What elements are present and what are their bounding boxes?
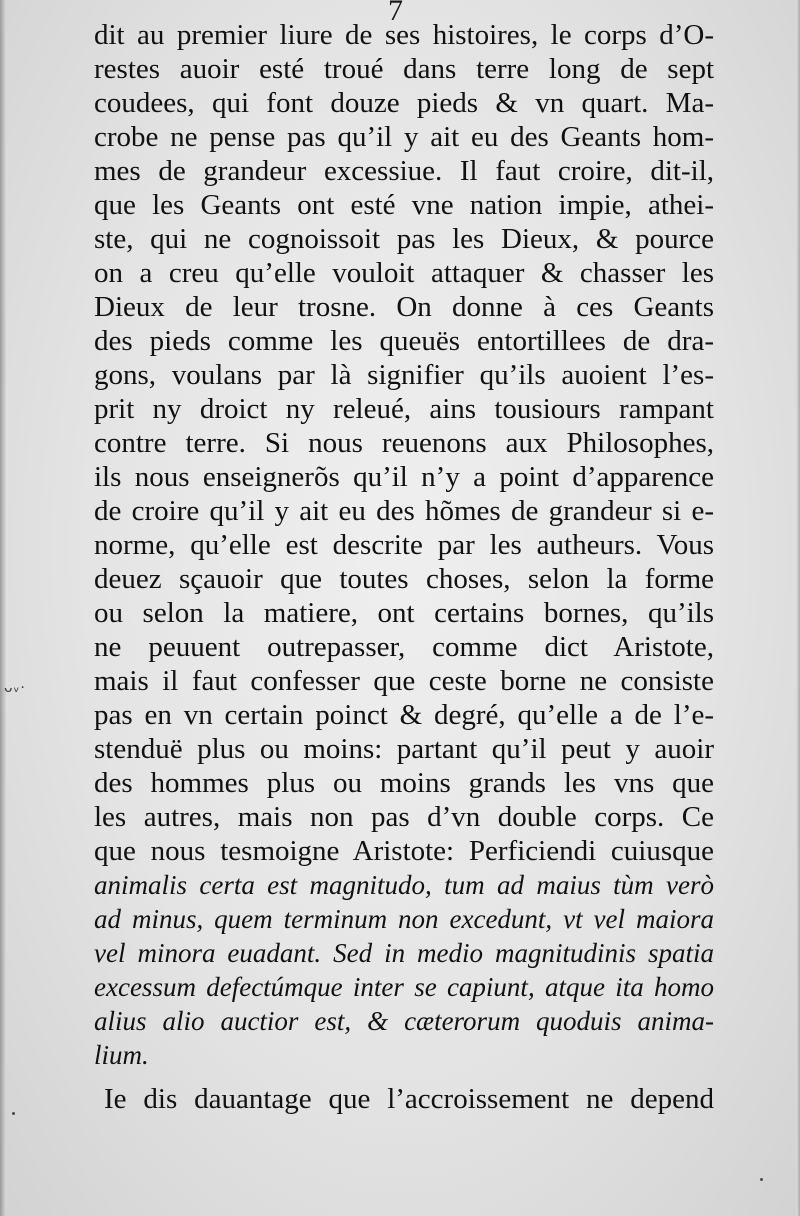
text-line: crobe ne pense pas qu’il y ait eu des Geants hom-: [94, 121, 714, 153]
text-line: prit ny droict ny releué, ains tousiours rampant: [94, 393, 714, 425]
ink-speck: [760, 1178, 763, 1181]
page-number: 7: [388, 0, 403, 27]
latin-quote-line: excessum defectúmque inter se capiunt, atque ita homo: [94, 972, 714, 1002]
text-line: gons, voulans par là signifier qu’ils auoient l’es-: [94, 359, 714, 391]
margin-mark: ᴗᵥ·: [4, 680, 26, 696]
body-text: [94, 18, 714, 1116]
text-line: contre terre. Si nous reuenons aux Philosophes,: [94, 427, 714, 459]
paragraph-start-line: Ie dis dauantage que l’accroissement ne depend: [104, 1083, 714, 1115]
latin-quote-line: lium.: [94, 1040, 149, 1070]
text-line: coudees, qui font douze pieds & vn quart. Ma-: [94, 87, 714, 119]
text-line: ne peuuent outrepasser, comme dict Aristote,: [94, 631, 714, 663]
text-line: mais il faut confesser que ceste borne ne consiste: [94, 665, 714, 697]
ink-speck: [12, 1112, 15, 1115]
text-line: des pieds comme les queuës entortillees de dra-: [94, 325, 714, 357]
page-gutter-shadow: [0, 0, 6, 1216]
text-line: que nous tesmoigne Aristote: Perficiendi cuiusque: [94, 835, 714, 867]
text-line: Dieux de leur trosne. On donne à ces Geants: [94, 291, 714, 323]
text-line: deuez sçauoir que toutes choses, selon la forme: [94, 563, 714, 595]
text-line: dit au premier liure de ses histoires, le corps d’O-: [94, 19, 714, 51]
text-line: on a creu qu’elle vouloit attaquer & chasser les: [94, 257, 714, 289]
text-line: les autres, mais non pas d’vn double corps. Ce: [94, 801, 714, 833]
text-line: mes de grandeur excessiue. Il faut croire, dit-il,: [94, 155, 714, 187]
text-line: restes auoir esté troué dans terre long de sept: [94, 53, 714, 85]
text-line: de croire qu’il y ait eu des hõmes de grandeur si e-: [94, 495, 714, 527]
text-line: pas en vn certain poinct & degré, qu’elle a de l’e-: [94, 699, 714, 731]
text-line: ou selon la matiere, ont certains bornes, qu’ils: [94, 597, 714, 629]
text-line: ils nous enseignerõs qu’il n’y a point d’apparence: [94, 461, 714, 493]
text-line: des hommes plus ou moins grands les vns que: [94, 767, 714, 799]
latin-quote-line: ad minus, quem terminum non excedunt, vt vel maiora: [94, 904, 714, 934]
latin-quote-line: animalis certa est magnitudo, tum ad maius tùm verò: [94, 870, 714, 900]
latin-quote-line: vel minora euadant. Sed in medio magnitudinis spatia: [94, 938, 714, 968]
text-line: ste, qui ne cognoissoit pas les Dieux, & pource: [94, 223, 714, 255]
text-line: stenduë plus ou moins: partant qu’il peut y auoir: [94, 733, 714, 765]
latin-quote-line: alius alio auctior est, & cæterorum quoduis anima-: [94, 1006, 714, 1036]
page-edge-shadow: [796, 0, 800, 1216]
text-line: que les Geants ont esté vne nation impie, athei-: [94, 189, 714, 221]
text-line: norme, qu’elle est descrite par les autheurs. Vous: [94, 529, 714, 561]
